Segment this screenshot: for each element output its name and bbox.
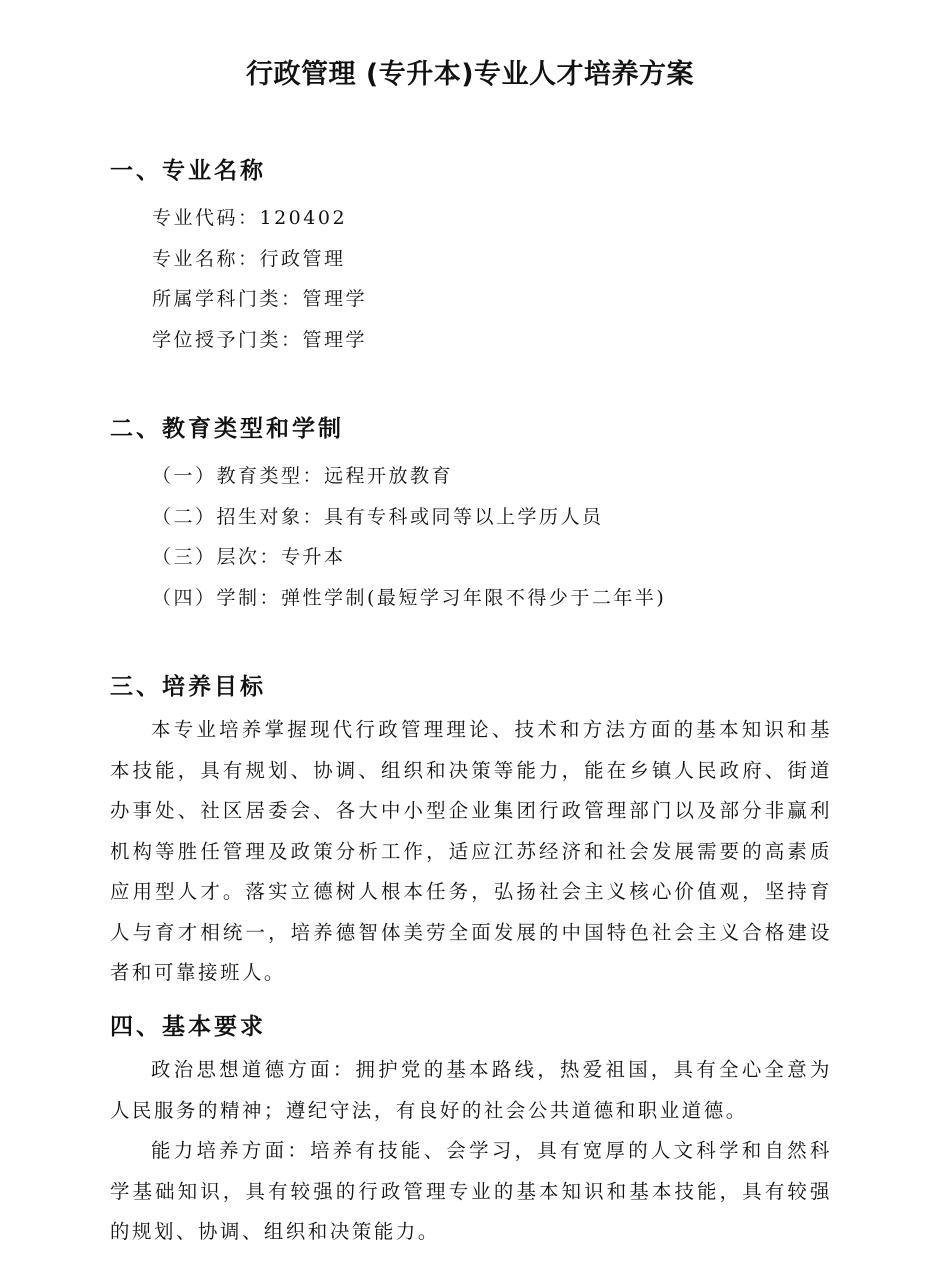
education-type-line: （一）教育类型：远程开放教育 — [152, 465, 454, 487]
degree-category-line: 学位授予门类：管理学 — [152, 329, 368, 351]
section-heading-basic-requirements: 四、基本要求 — [110, 1014, 266, 1040]
major-code-line: 专业代码：120402 — [152, 207, 348, 229]
enrollment-target-line: （二）招生对象：具有专科或同等以上学历人员 — [152, 506, 604, 528]
ability-requirement-paragraph: 能力培养方面：培养有技能、会学习，具有宽厚的人文科学和自然科学基础知识，具有较强的行政管理专业的基本知识和基本技能，具有较强的规划、协调、组织和决策能力。 — [110, 1139, 832, 1243]
level-line: （三）层次：专升本 — [152, 546, 346, 568]
schooling-system-line: （四）学制：弹性学制(最短学习年限不得少于二年半) — [152, 587, 667, 609]
political-requirement-paragraph: 政治思想道德方面：拥护党的基本路线，热爱祖国，具有全心全意为人民服务的精神；遵纪守法，有良好的社会公共道德和职业道德。 — [110, 1058, 832, 1122]
section-heading-major-name: 一、专业名称 — [110, 158, 266, 184]
major-name-line: 专业名称：行政管理 — [152, 248, 346, 270]
training-goal-paragraph: 本专业培养掌握现代行政管理理论、技术和方法方面的基本知识和基本技能，具有规划、协调、组织和决策等能力，能在乡镇人民政府、街道办事处、社区居委会、各大中小型企业集团行政管理部门以及部分非赢利机构等胜任管理及政策分析工作，适应江苏经济和社会发展需要的高素质应用型人才。落实立德树人根本任务，弘扬社会主义核心价值观，坚持育人与育才相统一，培养德智体美劳全面发展的中国特色社会主义合格建设者和可靠接班人。 — [110, 718, 832, 984]
section-heading-education-type: 二、教育类型和学制 — [110, 416, 344, 442]
section-heading-training-goal: 三、培养目标 — [110, 674, 266, 700]
discipline-category-line: 所属学科门类：管理学 — [152, 288, 368, 310]
document-title: 行政管理 (专升本)专业人才培养方案 — [245, 59, 695, 90]
